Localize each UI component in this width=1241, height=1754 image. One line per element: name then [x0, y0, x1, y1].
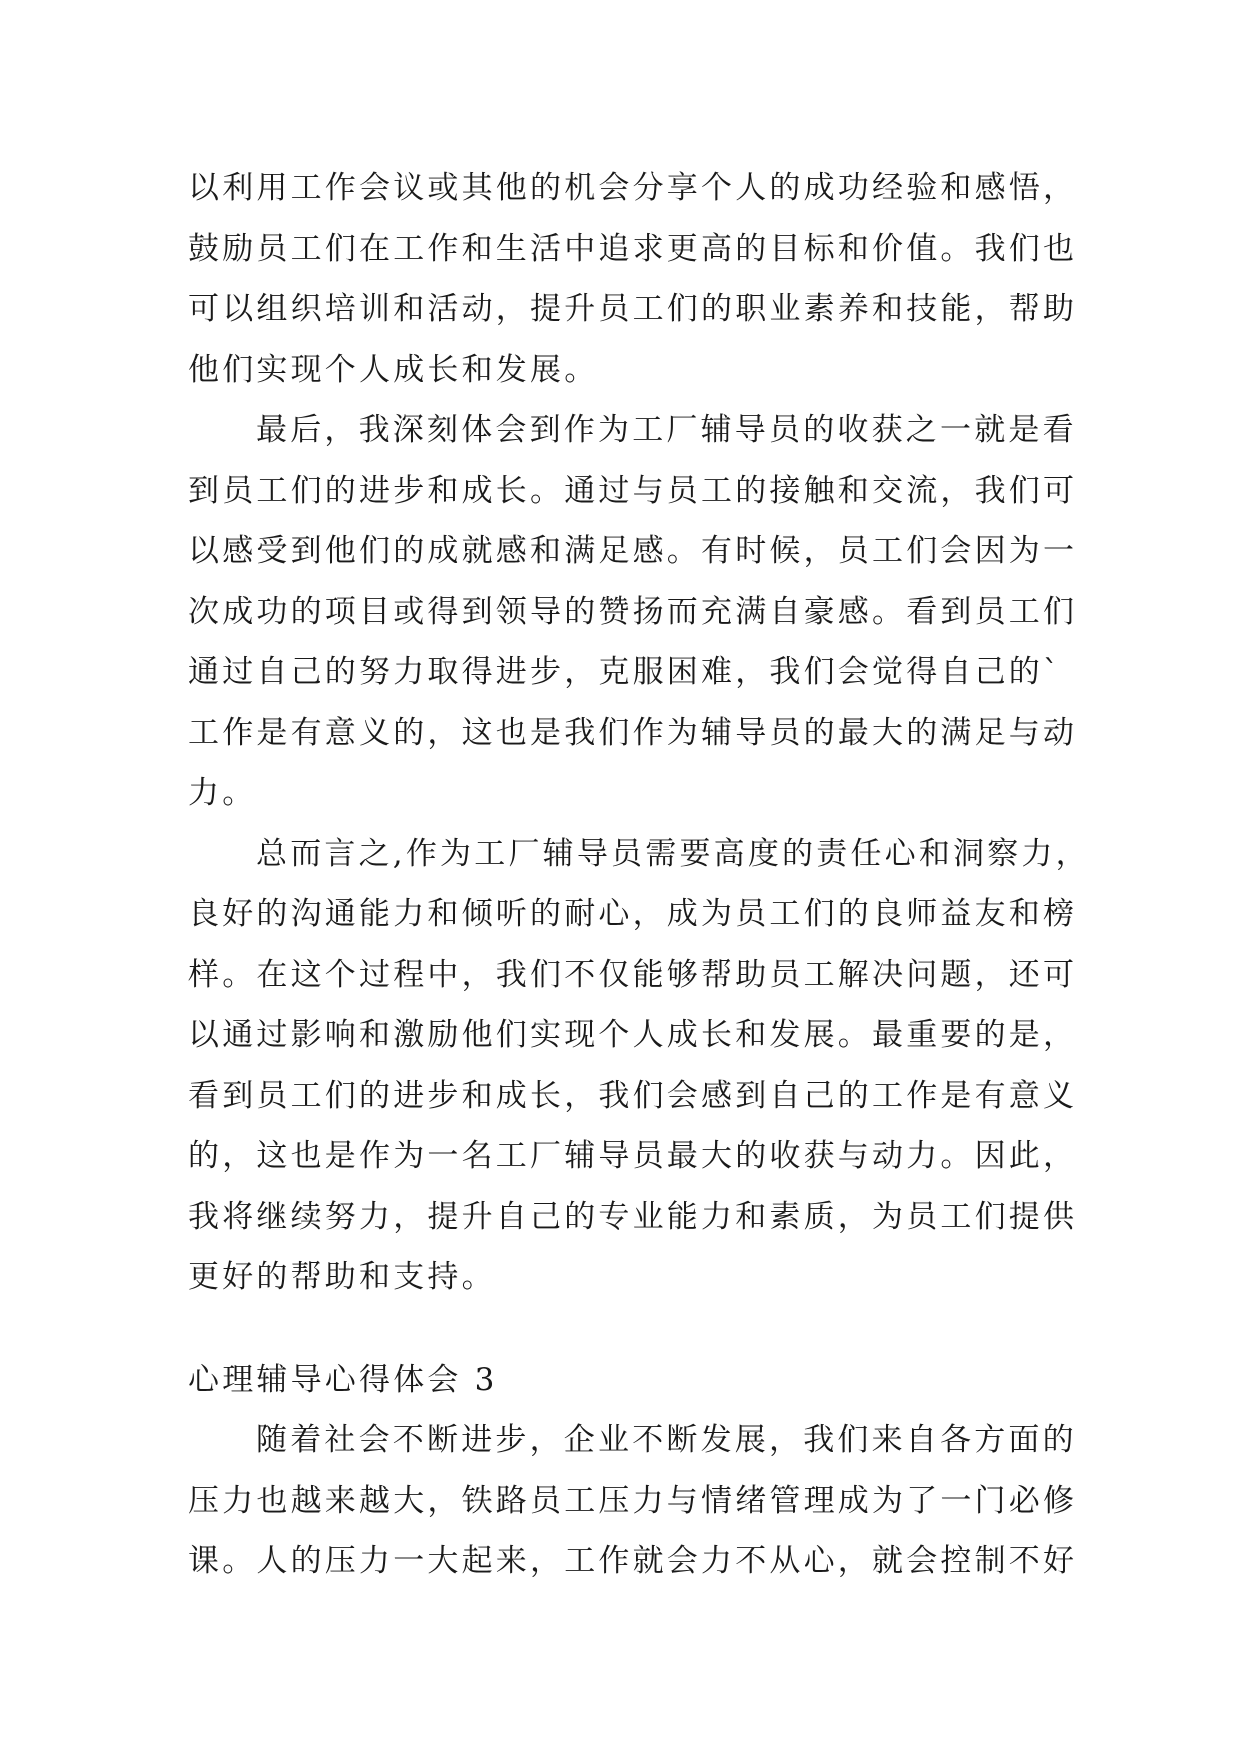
text-line: 力。 — [188, 775, 257, 811]
text-line: 可以组织培训和活动，提升员工们的职业素养和技能，帮助 — [188, 291, 1078, 327]
text-line: 课。人的压力一大起来，工作就会力不从心，就会控制不好 — [188, 1543, 1078, 1579]
text-line: 样。在这个过程中，我们不仅能够帮助员工解决问题，还可 — [188, 956, 1078, 993]
text-line: 最后，我深刻体会到作为工厂辅导员的收获之一就是看 — [256, 412, 1077, 448]
text-line: 以通过影响和激励他们实现个人成长和发展。最重要的是， — [188, 1017, 1078, 1053]
text-line: 工作是有意义的，这也是我们作为辅导员的最大的满足与动 — [188, 714, 1078, 751]
text-line: 以利用工作会议或其他的机会分享个人的成功经验和感悟， — [188, 170, 1078, 206]
text-line: 到员工们的进步和成长。通过与员工的接触和交流，我们可 — [188, 472, 1078, 509]
text-line: 压力也越来越大，铁路员工压力与情绪管理成为了一门必修 — [188, 1482, 1078, 1519]
paragraph-1 — [188, 158, 1078, 400]
text-line: 总而言之,作为工厂辅导员需要高度的责任心和洞察力， — [256, 835, 1090, 872]
text-line: 随着社会不断进步，企业不断发展，我们来自各方面的 — [256, 1422, 1077, 1458]
text-line: 通过自己的努力取得进步，克服困难，我们会觉得自己的` — [188, 654, 1062, 690]
paragraph-3 — [188, 824, 1090, 1308]
text-line: 以感受到他们的成就感和满足感。有时候，员工们会因为一 — [188, 533, 1078, 569]
text-line: 次成功的项目或得到领导的赞扬而充满自豪感。看到员工们 — [188, 593, 1078, 630]
paragraph-2 — [188, 400, 1078, 824]
text-line: 良好的沟通能力和倾听的耐心，成为员工们的良师益友和榜 — [188, 896, 1078, 932]
section-title: 心理辅导心得体会 3 — [188, 1361, 498, 1398]
text-line: 鼓励员工们在工作和生活中追求更高的目标和价值。我们也 — [188, 230, 1078, 267]
text-line: 他们实现个人成长和发展。 — [188, 351, 599, 388]
document-body — [188, 158, 1090, 1592]
text-line: 看到员工们的进步和成长，我们会感到自己的工作是有意义 — [188, 1077, 1078, 1114]
text-line: 我将继续努力，提升自己的专业能力和素质，为员工们提供 — [188, 1198, 1078, 1235]
text-line: 更好的帮助和支持。 — [188, 1259, 496, 1295]
paragraph-4 — [188, 1410, 1078, 1592]
text-line: 的，这也是作为一名工厂辅导员最大的收获与动力。因此， — [188, 1138, 1078, 1174]
